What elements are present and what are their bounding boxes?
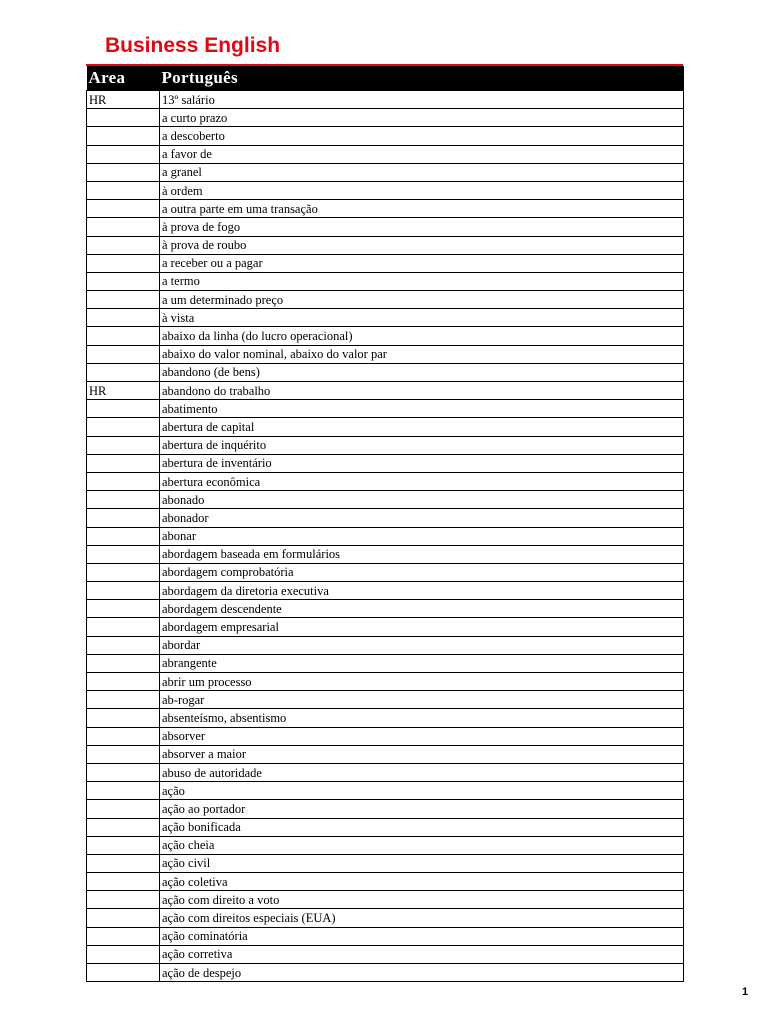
table-row <box>87 218 684 236</box>
cell-portugues: ação com direito a voto <box>160 891 684 909</box>
table-row <box>87 291 684 309</box>
cell-area <box>87 909 160 927</box>
cell-area <box>87 236 160 254</box>
cell-area <box>87 782 160 800</box>
table-row <box>87 91 684 109</box>
cell-area <box>87 436 160 454</box>
cell-portugues: abertura de inventário <box>160 454 684 472</box>
table-row <box>87 818 684 836</box>
table-row <box>87 363 684 381</box>
cell-area <box>87 763 160 781</box>
table-row <box>87 654 684 672</box>
table-row <box>87 673 684 691</box>
cell-portugues: abatimento <box>160 400 684 418</box>
cell-area <box>87 163 160 181</box>
cell-area <box>87 818 160 836</box>
cell-portugues: a favor de <box>160 145 684 163</box>
cell-portugues: ação civil <box>160 854 684 872</box>
cell-portugues: abertura de inquérito <box>160 436 684 454</box>
table-row <box>87 691 684 709</box>
cell-area <box>87 745 160 763</box>
cell-area: HR <box>87 91 160 109</box>
cell-portugues: ação de despejo <box>160 964 684 982</box>
table-row <box>87 964 684 982</box>
cell-portugues: abordar <box>160 636 684 654</box>
cell-area <box>87 709 160 727</box>
cell-portugues: abordagem da diretoria executiva <box>160 582 684 600</box>
cell-area <box>87 472 160 490</box>
table-row <box>87 727 684 745</box>
table-row <box>87 400 684 418</box>
glossary-body <box>87 91 684 982</box>
cell-portugues: à prova de roubo <box>160 236 684 254</box>
cell-portugues: abonado <box>160 491 684 509</box>
cell-portugues: ação corretiva <box>160 945 684 963</box>
table-row <box>87 763 684 781</box>
table-row <box>87 145 684 163</box>
table-header-row <box>87 66 684 91</box>
cell-portugues: abordagem descendente <box>160 600 684 618</box>
cell-area <box>87 345 160 363</box>
table-row <box>87 927 684 945</box>
cell-area <box>87 854 160 872</box>
table-row <box>87 163 684 181</box>
table-row <box>87 891 684 909</box>
table-row <box>87 382 684 400</box>
cell-portugues: abrangente <box>160 654 684 672</box>
table-row <box>87 709 684 727</box>
cell-portugues: abonador <box>160 509 684 527</box>
cell-area <box>87 545 160 563</box>
cell-area <box>87 654 160 672</box>
cell-area: HR <box>87 382 160 400</box>
table-row <box>87 836 684 854</box>
table-row <box>87 527 684 545</box>
cell-area <box>87 181 160 199</box>
cell-portugues: a termo <box>160 272 684 290</box>
cell-area <box>87 145 160 163</box>
table-row <box>87 236 684 254</box>
table-row <box>87 127 684 145</box>
cell-portugues: ação cheia <box>160 836 684 854</box>
table-row <box>87 563 684 581</box>
cell-portugues: abordagem comprobatória <box>160 563 684 581</box>
cell-area <box>87 200 160 218</box>
cell-portugues: abonar <box>160 527 684 545</box>
cell-portugues: à vista <box>160 309 684 327</box>
cell-area <box>87 109 160 127</box>
cell-portugues: absorver <box>160 727 684 745</box>
table-row <box>87 254 684 272</box>
cell-portugues: 13º salário <box>160 91 684 109</box>
table-row <box>87 873 684 891</box>
table-row <box>87 345 684 363</box>
cell-portugues: ab-rogar <box>160 691 684 709</box>
cell-area <box>87 454 160 472</box>
cell-area <box>87 800 160 818</box>
cell-area <box>87 873 160 891</box>
cell-portugues: abertura de capital <box>160 418 684 436</box>
table-row <box>87 800 684 818</box>
cell-area <box>87 563 160 581</box>
table-row <box>87 272 684 290</box>
cell-portugues: absenteísmo, absentismo <box>160 709 684 727</box>
cell-area <box>87 127 160 145</box>
cell-area <box>87 400 160 418</box>
cell-area <box>87 363 160 381</box>
cell-portugues: ação coletiva <box>160 873 684 891</box>
table-row <box>87 636 684 654</box>
document-title: Business English <box>105 34 281 57</box>
table-row <box>87 745 684 763</box>
cell-portugues: a curto prazo <box>160 109 684 127</box>
cell-portugues: a granel <box>160 163 684 181</box>
cell-area <box>87 272 160 290</box>
cell-area <box>87 618 160 636</box>
cell-area <box>87 418 160 436</box>
cell-portugues: ação ao portador <box>160 800 684 818</box>
table-row <box>87 327 684 345</box>
table-row <box>87 909 684 927</box>
cell-portugues: ação cominatória <box>160 927 684 945</box>
cell-portugues: absorver a maior <box>160 745 684 763</box>
table-row <box>87 436 684 454</box>
table-row <box>87 945 684 963</box>
cell-area <box>87 291 160 309</box>
table-row <box>87 418 684 436</box>
table-row <box>87 200 684 218</box>
cell-area <box>87 218 160 236</box>
cell-portugues: a receber ou a pagar <box>160 254 684 272</box>
cell-portugues: ação com direitos especiais (EUA) <box>160 909 684 927</box>
cell-area <box>87 727 160 745</box>
page-number: 1 <box>742 986 749 998</box>
cell-area <box>87 309 160 327</box>
cell-portugues: ação <box>160 782 684 800</box>
cell-portugues: abuso de autoridade <box>160 763 684 781</box>
cell-area <box>87 491 160 509</box>
cell-portugues: abaixo do valor nominal, abaixo do valor par <box>160 345 684 363</box>
cell-area <box>87 327 160 345</box>
cell-area <box>87 527 160 545</box>
cell-area <box>87 891 160 909</box>
glossary-table <box>86 66 684 982</box>
table-row <box>87 618 684 636</box>
cell-area <box>87 927 160 945</box>
cell-area <box>87 691 160 709</box>
cell-area <box>87 673 160 691</box>
table-row <box>87 600 684 618</box>
table-row <box>87 109 684 127</box>
cell-area <box>87 945 160 963</box>
cell-portugues: abordagem baseada em formulários <box>160 545 684 563</box>
table-row <box>87 454 684 472</box>
table-row <box>87 309 684 327</box>
cell-portugues: à ordem <box>160 181 684 199</box>
cell-area <box>87 636 160 654</box>
cell-portugues: ação bonificada <box>160 818 684 836</box>
table-row <box>87 854 684 872</box>
cell-portugues: abandono (de bens) <box>160 363 684 381</box>
cell-area <box>87 509 160 527</box>
cell-portugues: abaixo da linha (do lucro operacional) <box>160 327 684 345</box>
cell-area <box>87 964 160 982</box>
cell-area <box>87 836 160 854</box>
header-area: Area <box>87 66 160 91</box>
table-row <box>87 782 684 800</box>
cell-area <box>87 600 160 618</box>
cell-portugues: abrir um processo <box>160 673 684 691</box>
cell-area <box>87 582 160 600</box>
cell-portugues: a um determinado preço <box>160 291 684 309</box>
cell-portugues: abandono do trabalho <box>160 382 684 400</box>
table-row <box>87 545 684 563</box>
table-row <box>87 582 684 600</box>
table-row <box>87 181 684 199</box>
cell-area <box>87 254 160 272</box>
cell-portugues: a descoberto <box>160 127 684 145</box>
table-row <box>87 509 684 527</box>
cell-portugues: à prova de fogo <box>160 218 684 236</box>
cell-portugues: a outra parte em uma transação <box>160 200 684 218</box>
header-portugues: Português <box>160 66 684 91</box>
table-row <box>87 472 684 490</box>
cell-portugues: abordagem empresarial <box>160 618 684 636</box>
table-row <box>87 491 684 509</box>
cell-portugues: abertura econômica <box>160 472 684 490</box>
